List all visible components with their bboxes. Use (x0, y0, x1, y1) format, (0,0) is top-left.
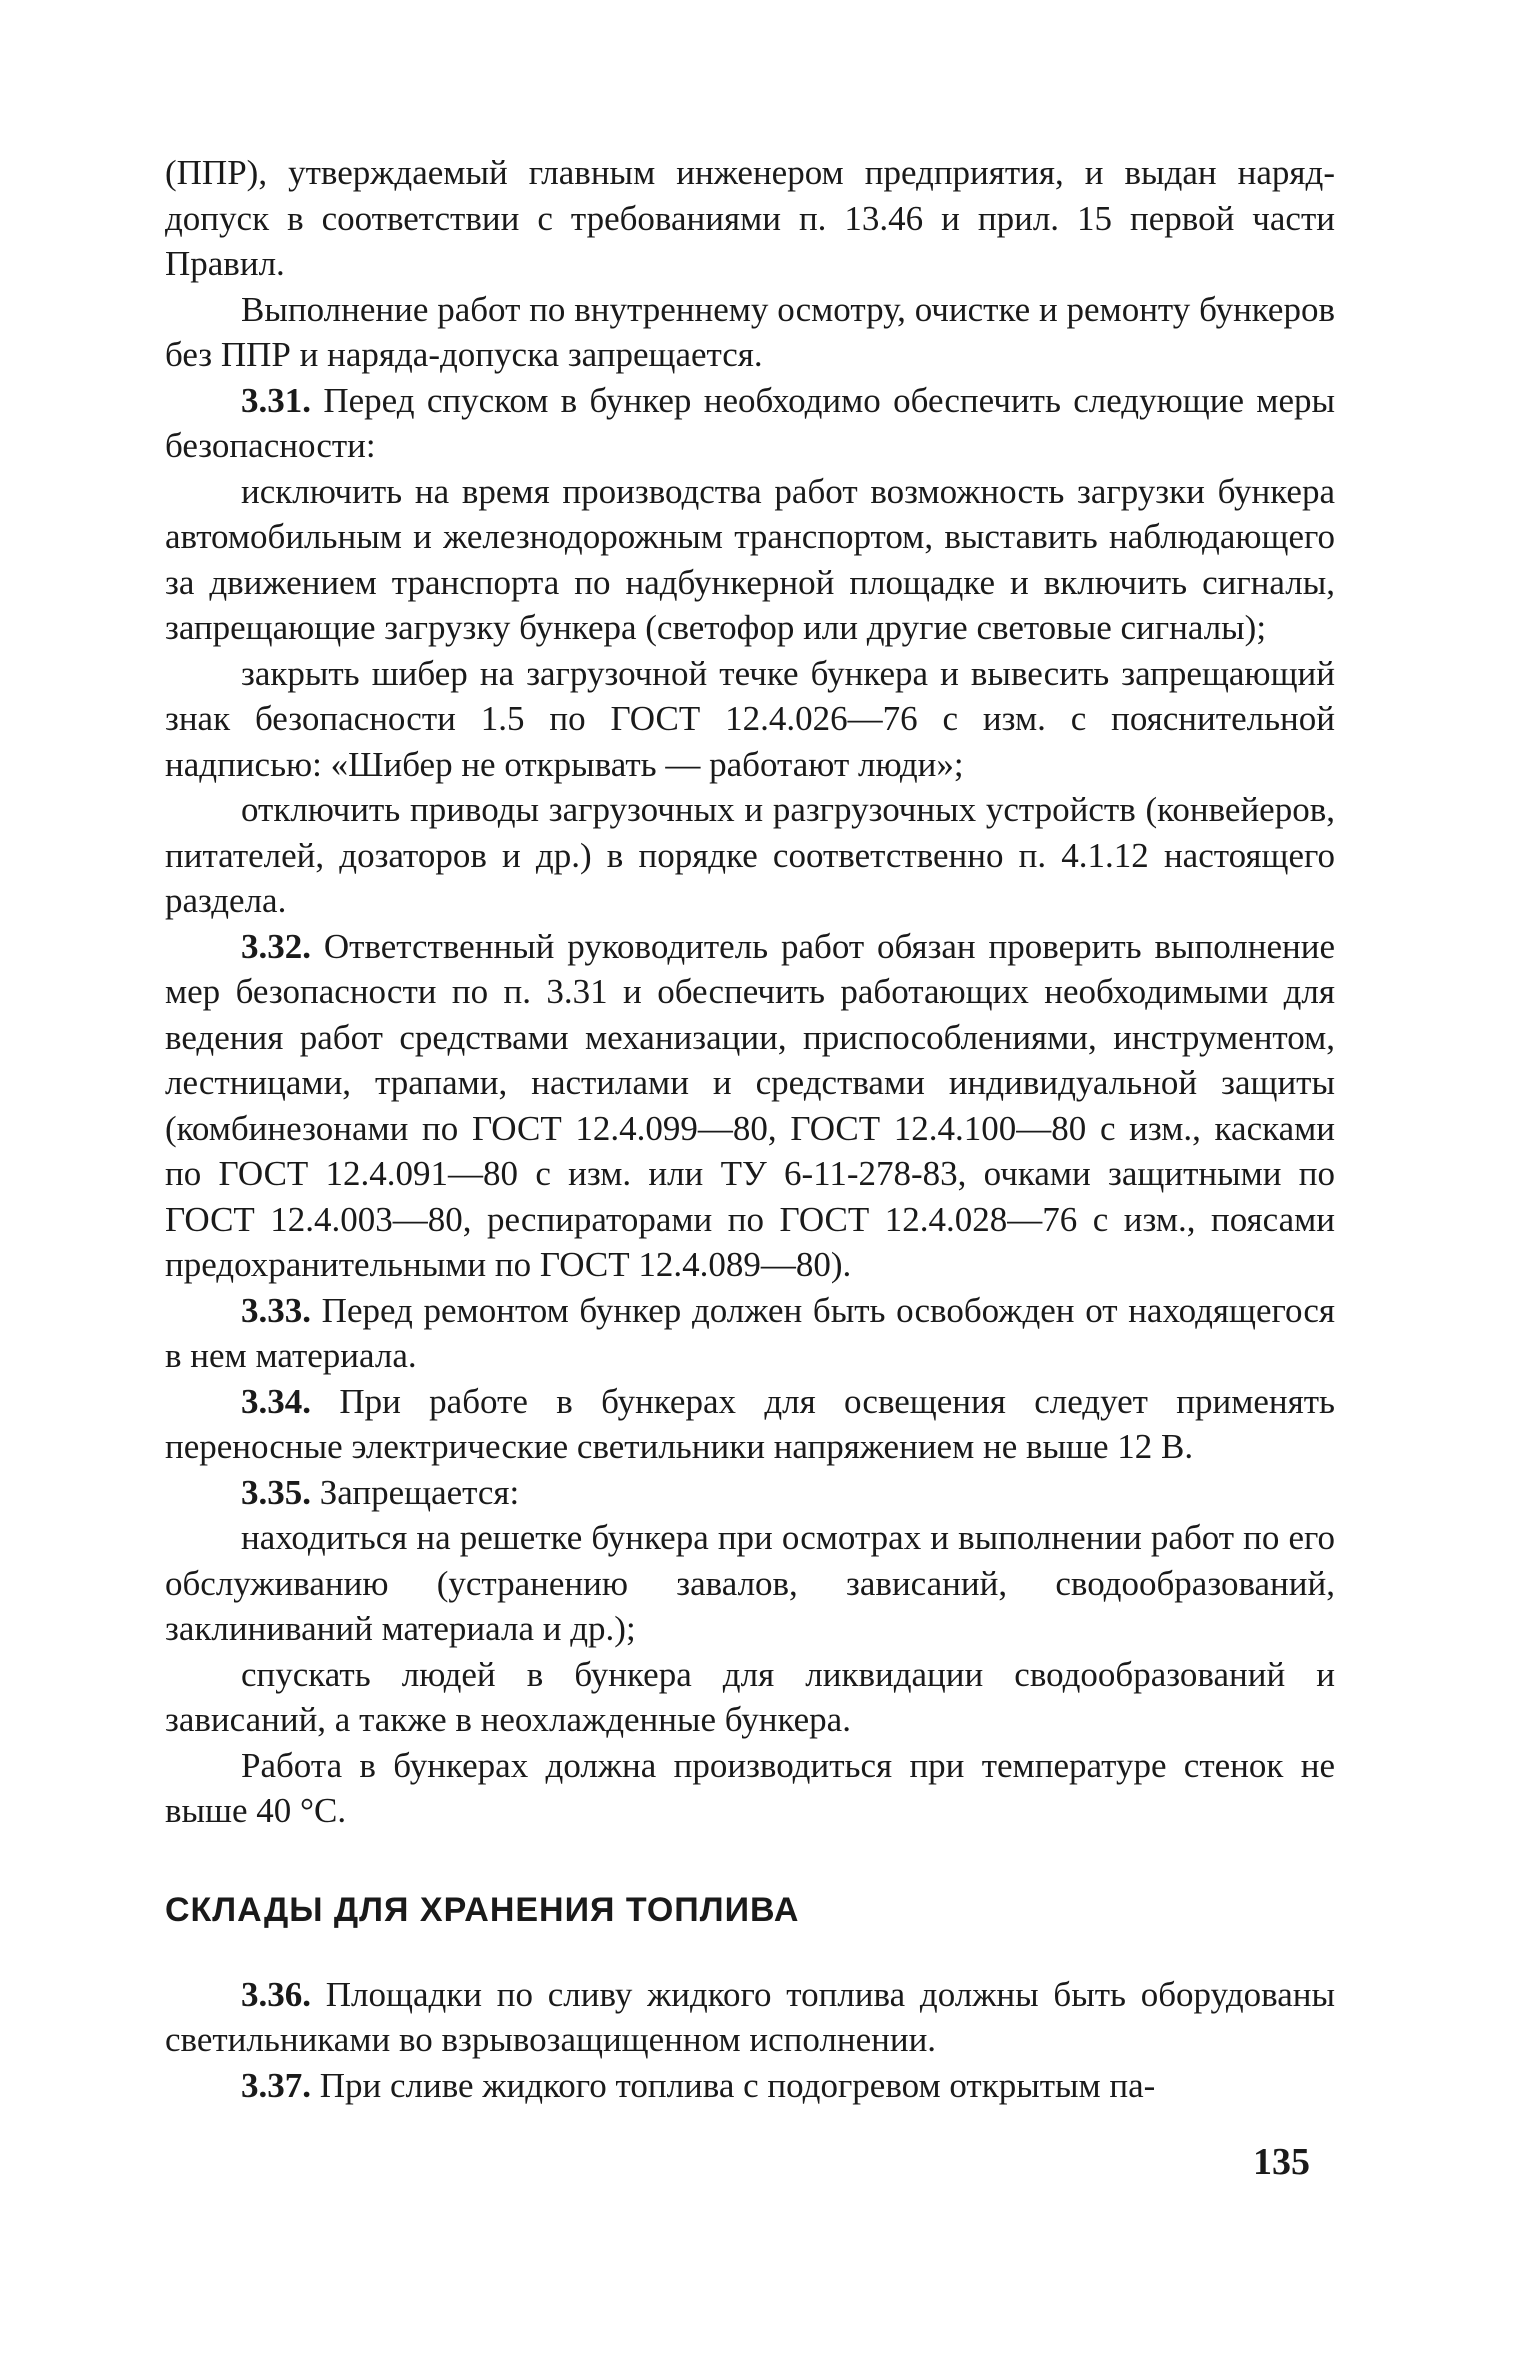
body-text-bottom (165, 1972, 1335, 2109)
paragraph (165, 1379, 1335, 1470)
paragraph-text: При сливе жидкого топлива с подогревом открытым па- (319, 2065, 1156, 2105)
paragraph-text: Площадки по сливу жидкого топлива должны быть оборудованы светильниками во взрывозащищенном исполнении. (165, 1974, 1336, 2059)
body-text-top (165, 150, 1335, 1834)
clause-number: 3.37. (241, 2065, 311, 2105)
paragraph-text: Перед ремонтом бункер должен быть освобожден от находящегося в нем материала. (165, 1290, 1336, 1375)
paragraph (165, 1470, 1335, 1516)
paragraph (165, 150, 1335, 287)
clause-number: 3.31. (241, 380, 311, 420)
paragraph-text: Перед спуском в бункер необходимо обеспечить следующие меры безопасности: (165, 380, 1335, 465)
paragraph-text: закрыть шибер на загрузочной течке бункера и вывесить запрещающий знак безопасности 1.5 по ГОСТ 12.4.026—76 с изм. с пояснительной надписью: «Шибер не открывать — работают люди»; (165, 653, 1335, 784)
section-heading: СКЛАДЫ ДЛЯ ХРАНЕНИЯ ТОПЛИВА (165, 1890, 800, 1929)
paragraph (165, 287, 1335, 378)
paragraph-text: Выполнение работ по внутреннему осмотру, очистке и ремонту бункеров без ППР и наряда-допуска запрещается. (165, 289, 1335, 374)
paragraph-text: (ППР), утверждаемый главным инженером предприятия, и выдан наряд-допуск в соответствии с требованиями п. 13.46 и прил. 15 первой части Правил. (165, 153, 1335, 283)
clause-number: 3.35. (241, 1472, 311, 1512)
paragraph (165, 1515, 1335, 1652)
paragraph-text: спускать людей в бункера для ликвидации сводообразований и зависаний, а также в неохлажденные бункера. (165, 1654, 1335, 1739)
clause-number: 3.32. (241, 926, 311, 966)
paragraph-text: Работа в бункерах должна производиться при температуре стенок не выше 40 °С. (165, 1745, 1335, 1830)
paragraph (165, 1652, 1335, 1743)
clause-number: 3.36. (241, 1974, 311, 2014)
paragraph (165, 1743, 1335, 1834)
paragraph-text: находиться на решетке бункера при осмотрах и выполнении работ по его обслуживанию (устранению завалов, зависаний, сводообразований, заклиниваний материала и др.); (165, 1518, 1335, 1648)
paragraph-text: отключить приводы загрузочных и разгрузочных устройств (конвейеров, питателей, дозаторов и др.) в порядке соответственно п. 4.1.12 настоящего раздела. (165, 790, 1335, 920)
paragraph-text: При работе в бункерах для освещения следует применять переносные электрические светильники напряжением не выше 12 В. (165, 1381, 1336, 1466)
paragraph (165, 787, 1335, 924)
paragraph (165, 2063, 1335, 2109)
paragraph-text: Запрещается: (319, 1472, 520, 1512)
paragraph (165, 469, 1335, 651)
clause-number: 3.33. (241, 1290, 311, 1330)
paragraph (165, 651, 1335, 788)
paragraph-text: исключить на время производства работ возможность загрузки бункера автомобильным и железнодорожным транспортом, выставить наблюдающего за движением транспорта по надбункерной площадке и включить сигналы, запрещающие загрузку бункера (светофор или другие световые сигналы); (165, 471, 1335, 647)
paragraph (165, 1288, 1335, 1379)
page-number: 135 (1253, 2141, 1310, 2183)
paragraph (165, 378, 1335, 469)
clause-number: 3.34. (241, 1381, 311, 1421)
paragraph (165, 924, 1335, 1288)
paragraph (165, 1972, 1335, 2063)
paragraph-text: Ответственный руководитель работ обязан проверить выполнение мер безопасности по п. 3.31 и обеспечить работающих необходимыми для ведения работ средствами механизации, приспособлениями, инструментом, лестницами, трапами, настилами и средствами индивидуальной защиты (комбинезонами по ГОСТ 12.4.099—80, ГОСТ 12.4.100—80 с изм., касками по ГОСТ 12.4.091—80 с изм. или ТУ 6-11-278-83, очками защитными по ГОСТ 12.4.003—80, респираторами по ГОСТ 12.4.028—76 с изм., поясами предохранительными по ГОСТ 12.4.089—80). (165, 926, 1336, 1284)
document-page (165, 150, 1335, 2108)
